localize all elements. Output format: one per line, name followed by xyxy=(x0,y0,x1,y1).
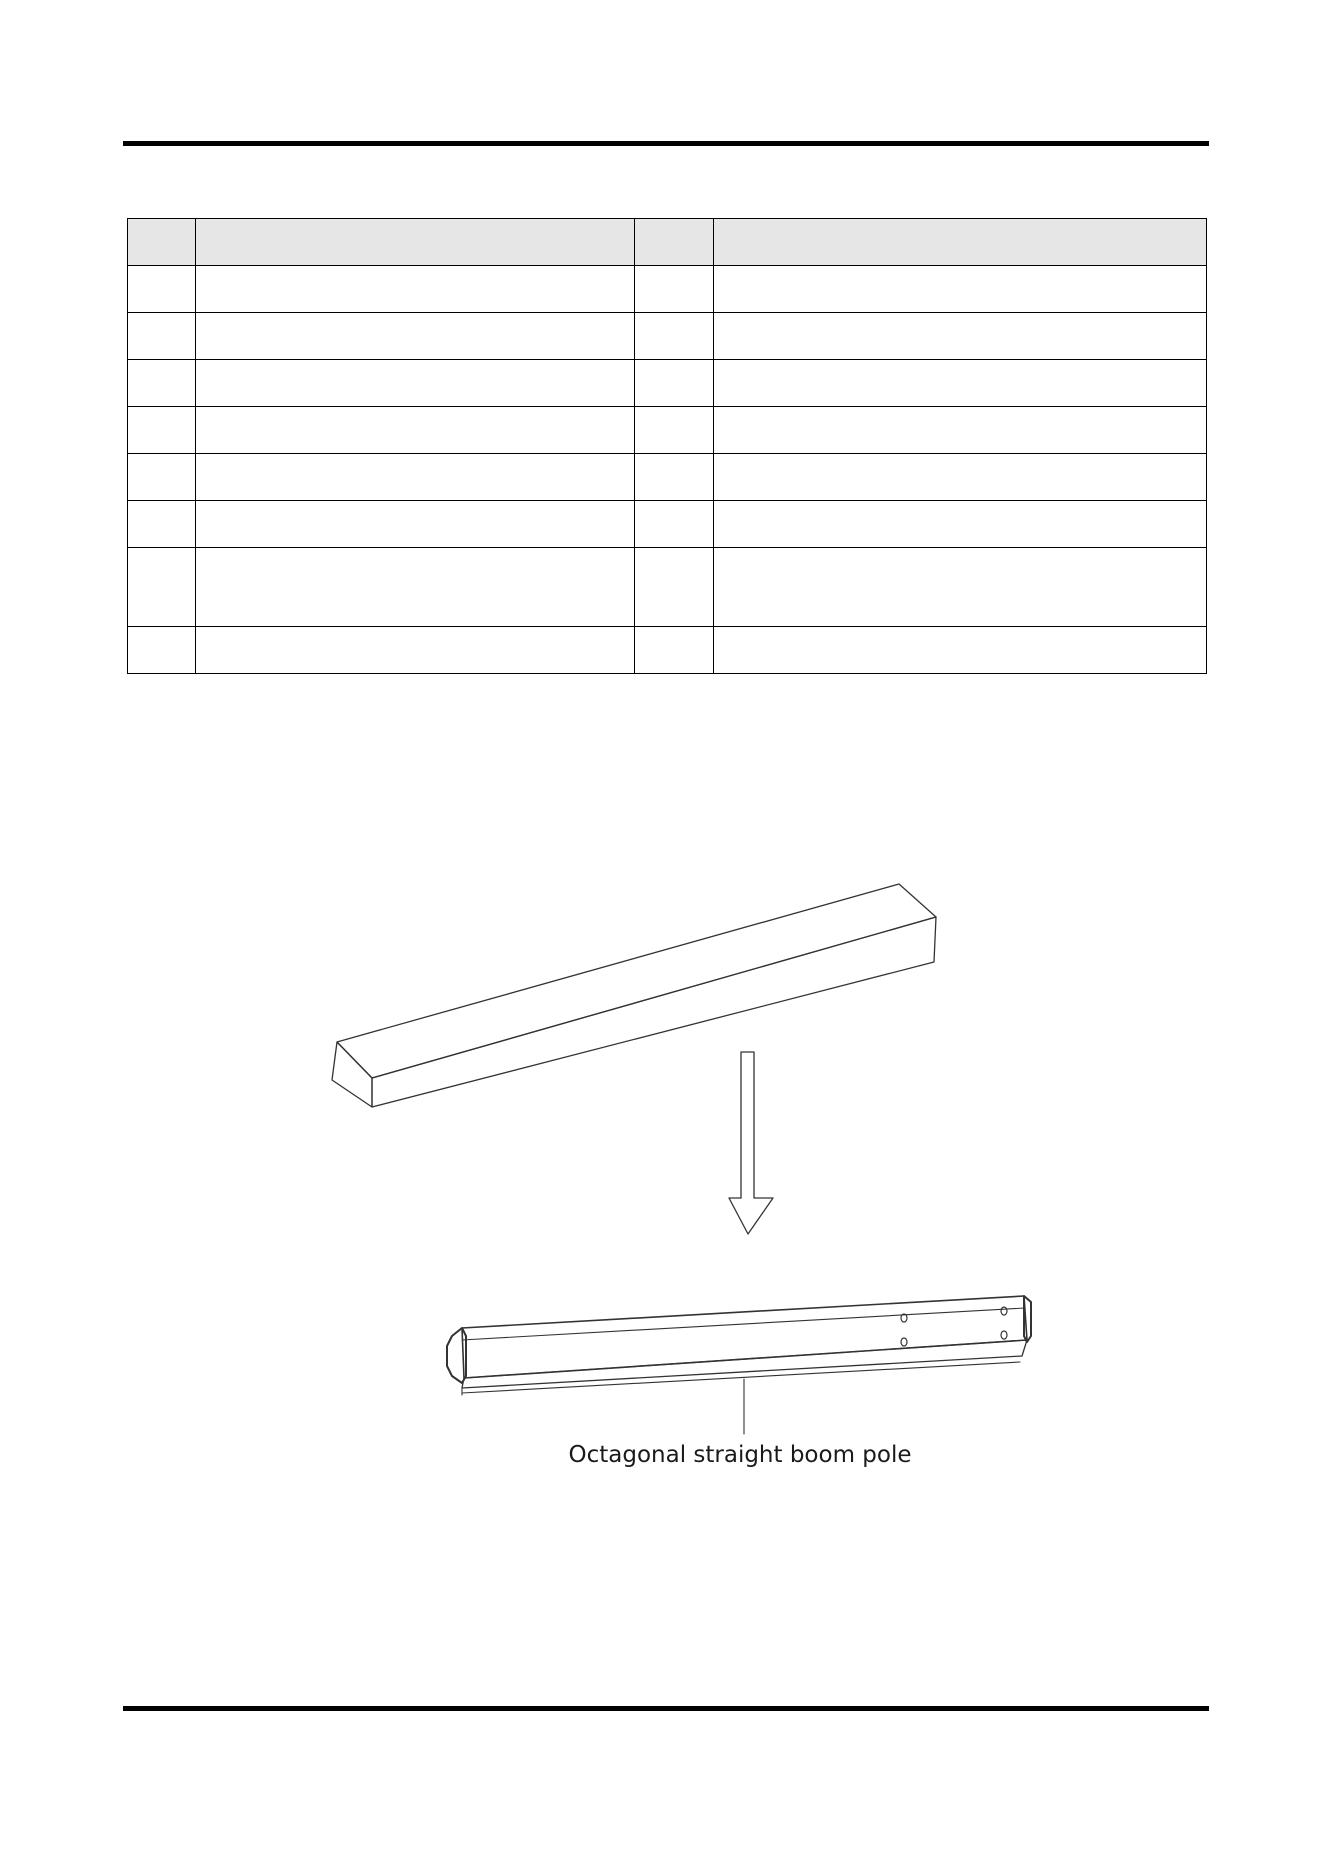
table-cell xyxy=(714,407,1207,454)
table-cell xyxy=(714,548,1207,627)
table-cell xyxy=(635,548,714,627)
table-row xyxy=(128,266,1207,313)
table-cell xyxy=(128,627,196,674)
table-cell xyxy=(635,313,714,360)
table-cell xyxy=(196,360,635,407)
table-cell xyxy=(128,360,196,407)
table-cell xyxy=(128,548,196,627)
table-cell xyxy=(196,501,635,548)
octagonal-pole-drawing xyxy=(447,1296,1031,1434)
table-row xyxy=(128,360,1207,407)
table-cell xyxy=(714,360,1207,407)
table-cell xyxy=(196,627,635,674)
table-cell xyxy=(635,360,714,407)
table-cell xyxy=(196,548,635,627)
footer-rule xyxy=(123,1706,1209,1711)
table-header-row xyxy=(128,219,1207,266)
header-cell xyxy=(714,219,1207,266)
table-row xyxy=(128,407,1207,454)
table-cell xyxy=(128,501,196,548)
table-cell xyxy=(635,266,714,313)
table-cell xyxy=(635,501,714,548)
figure-caption: Octagonal straight boom pole xyxy=(568,1442,912,1468)
table-cell xyxy=(714,454,1207,501)
table-cell xyxy=(714,627,1207,674)
table-cell xyxy=(714,501,1207,548)
table-cell xyxy=(714,266,1207,313)
table-cell xyxy=(635,454,714,501)
table-row xyxy=(128,548,1207,627)
down-arrow-icon xyxy=(729,1052,773,1234)
table-cell xyxy=(196,266,635,313)
table-row xyxy=(128,313,1207,360)
table-cell xyxy=(714,313,1207,360)
header-cell xyxy=(128,219,196,266)
table-cell xyxy=(635,627,714,674)
table-cell xyxy=(128,454,196,501)
header-cell xyxy=(635,219,714,266)
table-cell xyxy=(128,266,196,313)
table-cell xyxy=(635,407,714,454)
table-row xyxy=(128,627,1207,674)
table-cell xyxy=(128,313,196,360)
header-rule xyxy=(123,141,1209,146)
table-cell xyxy=(196,454,635,501)
table-row xyxy=(128,454,1207,501)
boom-pole-illustration xyxy=(0,860,1324,1480)
table-cell xyxy=(128,407,196,454)
table-cell xyxy=(196,313,635,360)
table-cell xyxy=(196,407,635,454)
table-row xyxy=(128,501,1207,548)
square-pole-drawing xyxy=(332,884,936,1107)
parts-table xyxy=(127,218,1207,674)
header-cell xyxy=(196,219,635,266)
